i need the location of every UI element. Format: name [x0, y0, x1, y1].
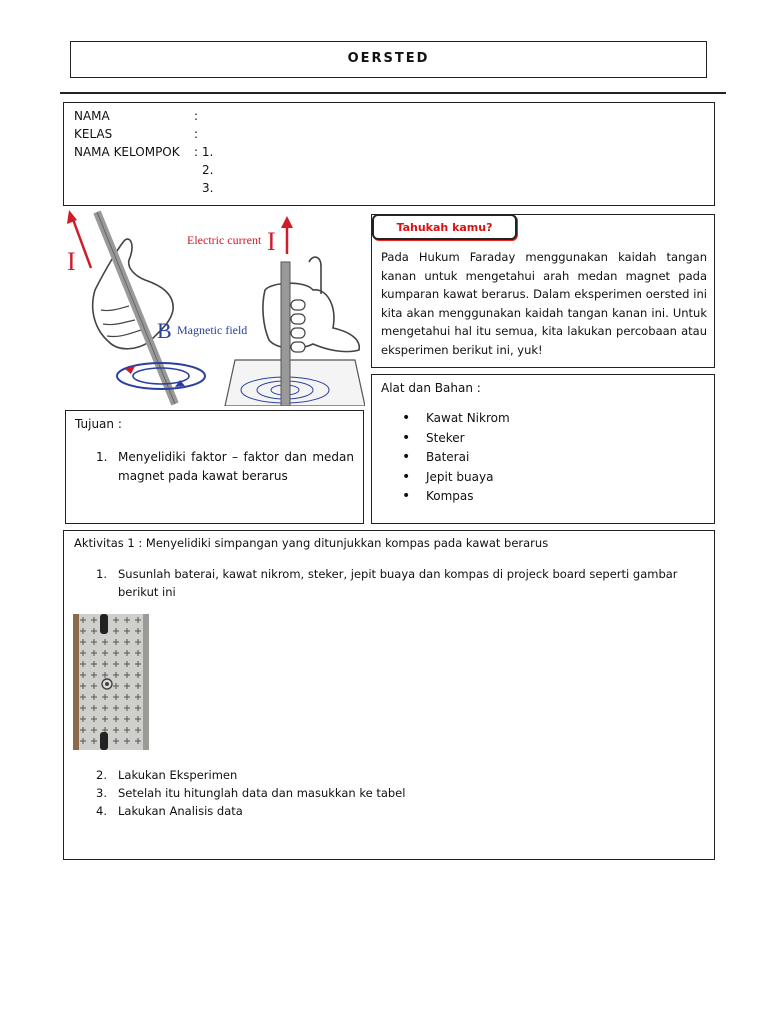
list-item: • Kompas — [402, 489, 510, 509]
identity-label: NAMA KELOMPOK — [74, 145, 180, 159]
step-text: Setelah itu hitunglah data dan masukkan ke tabel — [118, 786, 406, 800]
step-number: 3. — [96, 786, 107, 800]
objective-text: Menyelidiki faktor – faktor dan medan magnet pada kawat berarus — [118, 450, 354, 483]
identity-row-member-3 — [74, 179, 213, 197]
list-item: • Kawat Nikrom — [402, 411, 510, 431]
did-you-know-title: Tahukah kamu? — [396, 221, 493, 234]
step-number: 1. — [96, 567, 107, 581]
current-label: Electric current — [187, 233, 262, 247]
list-item: • Jepit buaya — [402, 470, 510, 490]
current-label-left: I — [67, 247, 76, 276]
clip-bottom — [100, 732, 108, 750]
step-text: Lakukan Analisis data — [118, 804, 243, 818]
identity-row-kelompok — [74, 143, 213, 161]
list-item: • Baterai — [402, 450, 510, 470]
current-label-right: I — [267, 227, 276, 256]
activity-step-2 — [96, 766, 696, 784]
right-hand-rule-drawing — [65, 210, 365, 406]
activity-step-4 — [96, 802, 696, 820]
identity-box — [63, 102, 715, 206]
identity-label: NAMA — [74, 109, 110, 123]
right-conductor — [281, 262, 290, 406]
did-you-know-text: Pada Hukum Faraday menggunakan kaidah tangan kanan untuk mengetahui arah medan magnet pada kumparan kawat berarus. Dalam eksperimen oersted ini kita akan menggunakan kaidah tangan kanan ini. Untuk mengetahui hal itu semua, kita lakukan percobaan atau eksperimen berikut ini, yuk! — [381, 250, 707, 357]
identity-row-nama — [74, 107, 198, 125]
identity-row-kelas — [74, 125, 198, 143]
clip-top — [100, 614, 108, 634]
list-item: • Steker — [402, 431, 510, 451]
right-hand-rule-illustration — [65, 210, 365, 406]
identity-value: : — [194, 109, 199, 123]
field-b-label: B — [157, 318, 172, 343]
activity-box — [63, 530, 715, 860]
paper-plane — [225, 360, 365, 406]
did-you-know-box — [371, 214, 715, 368]
step-number: 4. — [96, 804, 107, 818]
identity-value: : — [194, 127, 199, 141]
step-text: Susunlah baterai, kawat nikrom, steker, jepit buaya dan kompas di projeck board seperti gambar berikut ini — [118, 567, 678, 599]
activity-step-1 — [96, 565, 696, 601]
objective-title: Tujuan : — [75, 417, 122, 431]
identity-value: 3. — [202, 181, 214, 195]
activity-step-3 — [96, 784, 696, 802]
tools-materials-title: Alat dan Bahan : — [381, 381, 481, 395]
identity-value: : 1. — [194, 145, 214, 159]
tools-materials-box — [371, 374, 715, 524]
page-title: OERSTED — [347, 51, 430, 66]
objective-number: 1. — [96, 450, 108, 464]
identity-label: KELAS — [74, 127, 113, 141]
identity-row-member-2 — [74, 161, 213, 179]
project-board-photo — [73, 614, 149, 750]
objective-item — [96, 448, 354, 486]
current-arrowhead-left — [67, 210, 77, 224]
right-hand-outline — [263, 283, 359, 351]
tools-materials-list — [402, 411, 510, 509]
current-arrowhead-right — [281, 216, 293, 228]
activity-title: Aktivitas 1 : Menyelidiki simpangan yang ditunjukkan kompas pada kawat berarus — [74, 536, 549, 550]
objective-box — [65, 410, 364, 524]
identity-value: 2. — [202, 163, 214, 177]
project-board-drawing — [73, 614, 149, 750]
step-text: Lakukan Eksperimen — [118, 768, 238, 782]
divider — [60, 92, 726, 94]
field-label: Magnetic field — [177, 323, 248, 337]
title-box — [70, 41, 707, 78]
did-you-know-badge — [372, 214, 517, 240]
step-number: 2. — [96, 768, 107, 782]
